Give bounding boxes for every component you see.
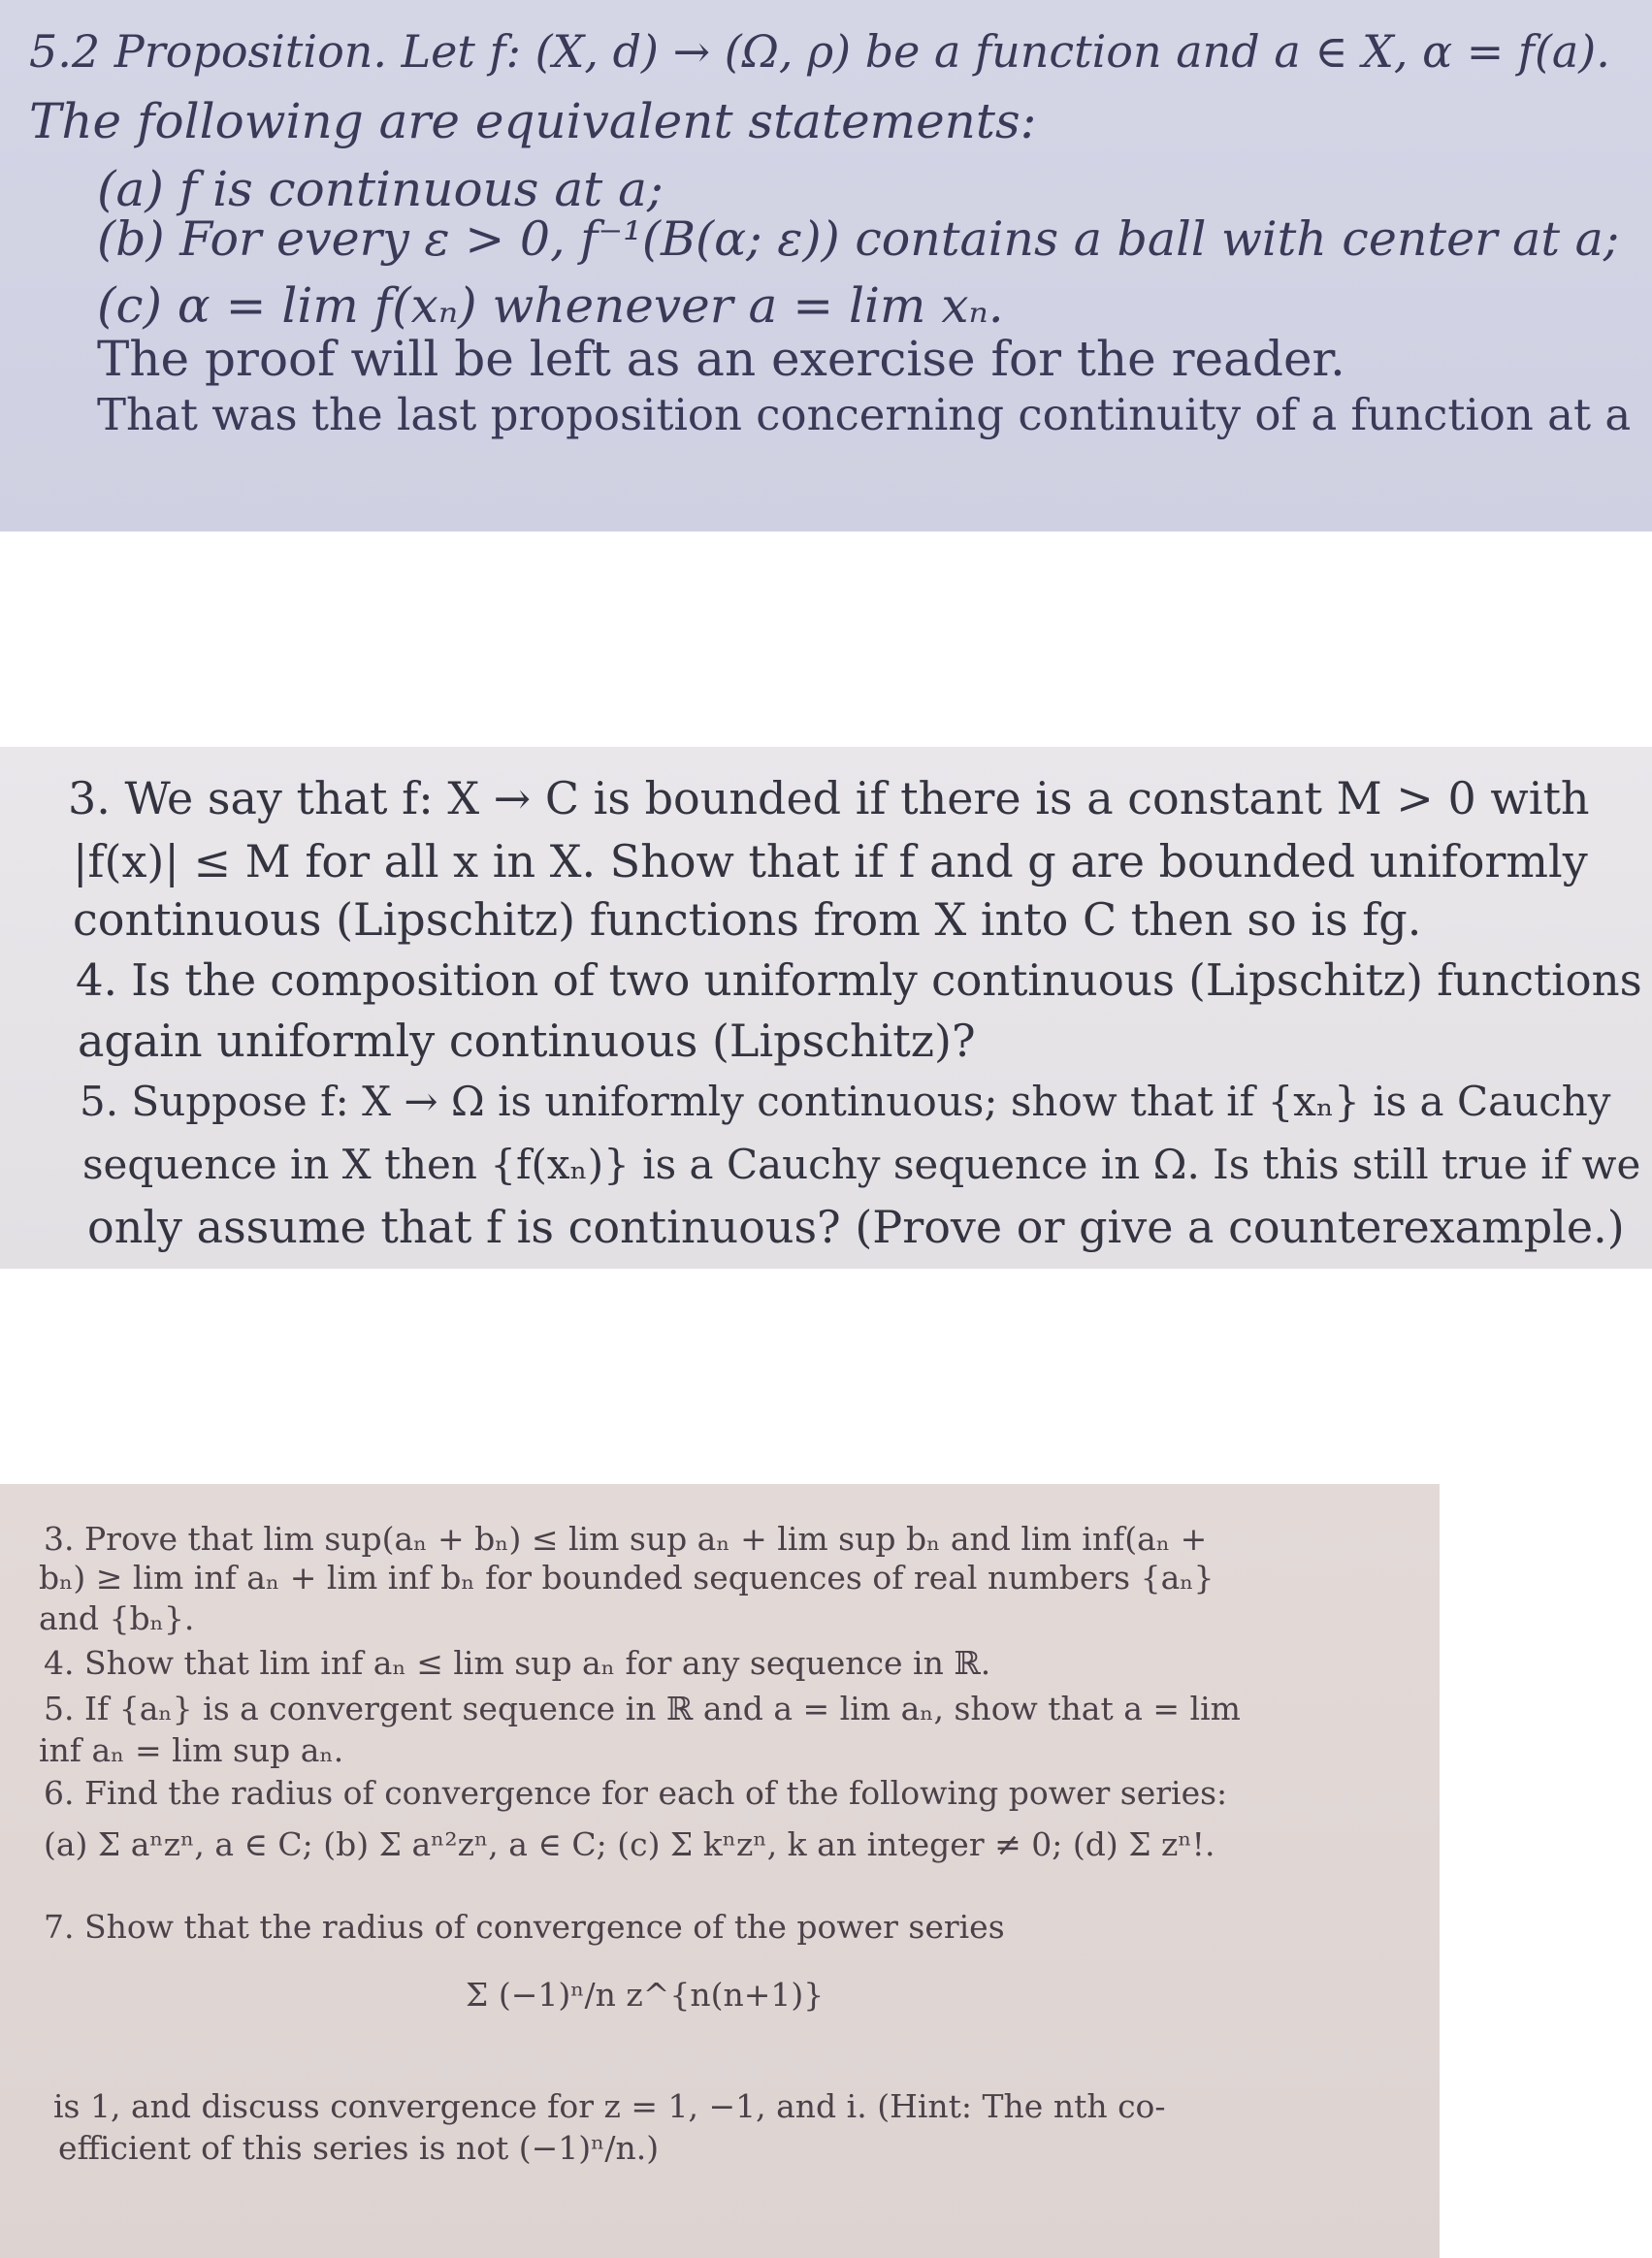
text-line: The following are equivalent statements: <box>29 93 1037 149</box>
text-line: 3. We say that f: X → C is bounded if there is a constant M > 0 with <box>68 772 1590 824</box>
textbook-photo-proposition <box>0 0 1652 532</box>
text-line: efficient of this series is not (−1)ⁿ/n.) <box>58 2129 660 2167</box>
text-line: (c) α = lim f(xₙ) whenever a = lim xₙ. <box>97 277 1004 334</box>
text-line: and {bₙ}. <box>39 1599 195 1637</box>
text-line: That was the last proposition concerning continuity of a function at a <box>97 389 1632 440</box>
textbook-photo-exercises-continuity <box>0 747 1652 1269</box>
text-line: only assume that f is continuous? (Prove or give a counterexample.) <box>87 1201 1625 1253</box>
text-line: inf aₙ = lim sup aₙ. <box>39 1731 344 1769</box>
text-line: 4. Is the composition of two uniformly continuous (Lipschitz) functions <box>76 954 1642 1006</box>
textbook-photo-exercises-sequences <box>0 1484 1440 2258</box>
text-line: again uniformly continuous (Lipschitz)? <box>78 1015 976 1067</box>
text-line: 5. Suppose f: X → Ω is uniformly continuous; show that if {xₙ} is a Cauchy <box>80 1078 1611 1125</box>
text-line: (a) f is continuous at a; <box>97 161 664 217</box>
text-line: sequence in X then {f(xₙ)} is a Cauchy sequence in Ω. Is this still true if we <box>82 1141 1641 1188</box>
text-line: is 1, and discuss convergence for z = 1, −1, and i. (Hint: The nth co- <box>53 2087 1166 2125</box>
text-line: The proof will be left as an exercise for the reader. <box>97 331 1345 387</box>
text-line: bₙ) ≥ lim inf aₙ + lim inf bₙ for bounded sequences of real numbers {aₙ} <box>39 1559 1215 1597</box>
text-line: 4. Show that lim inf aₙ ≤ lim sup aₙ for any sequence in ℝ. <box>44 1644 991 1682</box>
text-line: 7. Show that the radius of convergence of the power series <box>44 1908 1005 1946</box>
text-line: (a) Σ aⁿzⁿ, a ∈ C; (b) Σ aⁿ²zⁿ, a ∈ C; (c) Σ kⁿzⁿ, k an integer ≠ 0; (d) Σ zⁿ!. <box>44 1825 1215 1863</box>
text-line: 6. Find the radius of convergence for each of the following power series: <box>44 1774 1228 1812</box>
text-line: |f(x)| ≤ M for all x in X. Show that if f and g are bounded uniformly <box>73 835 1588 887</box>
text-line: 5. If {aₙ} is a convergent sequence in ℝ and a = lim aₙ, show that a = lim <box>44 1690 1241 1727</box>
text-line: 5.2 Proposition. Let f: (X, d) → (Ω, ρ) be a function and a ∈ X, α = f(a). <box>29 25 1610 78</box>
text-line: 3. Prove that lim sup(aₙ + bₙ) ≤ lim sup aₙ + lim sup bₙ and lim inf(aₙ + <box>44 1520 1208 1558</box>
text-line: (b) For every ε > 0, f⁻¹(B(α; ε)) contains a ball with center at a; <box>97 211 1620 267</box>
text-line: continuous (Lipschitz) functions from X into C then so is fg. <box>73 893 1422 946</box>
formula-line: Σ (−1)ⁿ/n z^{n(n+1)} <box>466 1976 825 2014</box>
